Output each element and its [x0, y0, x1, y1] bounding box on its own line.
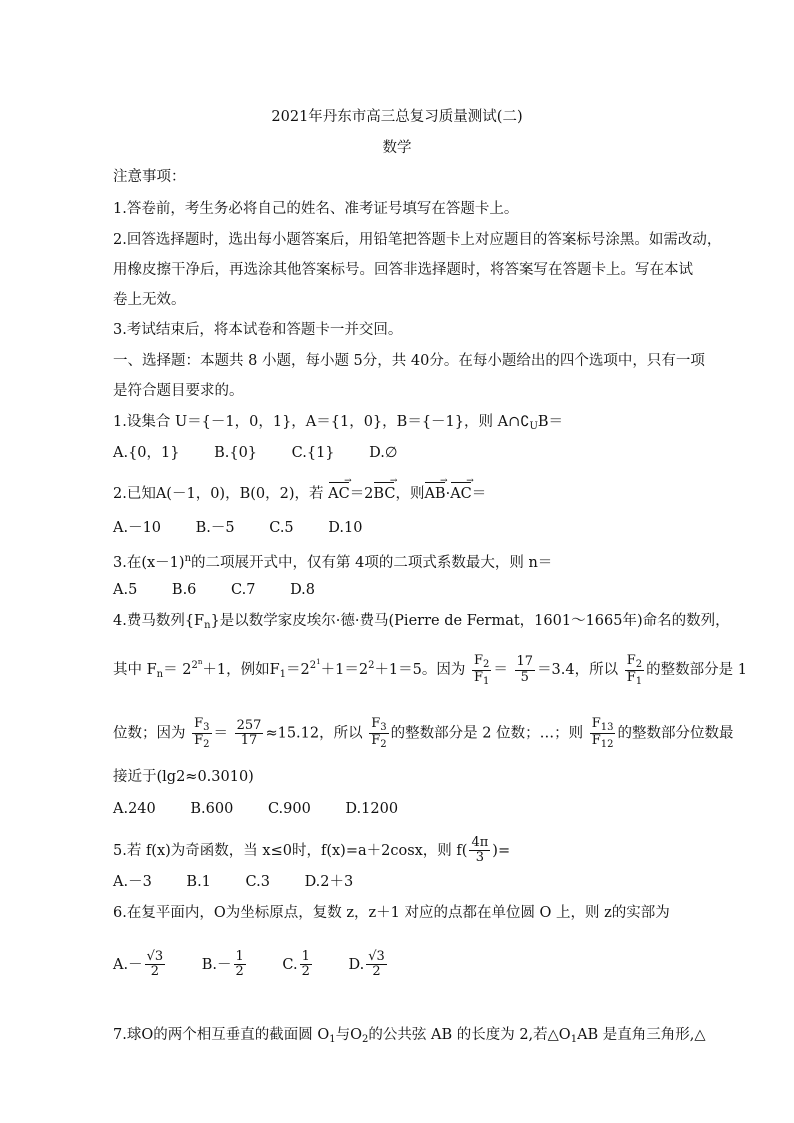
option-d: D.1200	[345, 801, 399, 817]
question-4-line-1: 4.费马数列$\{F_n\}$是以数学家皮埃尔·德·费马(Pierre de Fermat，1601～1665年)命名的数列，	[113, 613, 730, 631]
question-4-line-3: 位数；因为 $\frac{F_3}{F_2}$ ＝ $\frac{257}{17}$ ≈15.12，所以 $\frac{F_3}{F_2}$ 的整数部分是 2 位数；…；则 $\frac{F_{13}}{F_{12}}$ 的整数部分位数最	[113, 716, 734, 750]
exam-subject: 数学	[382, 140, 412, 156]
notice-item-1: 1.答卷前，考生务必将自己的姓名、准考证号填写在答题卡上。	[113, 201, 519, 217]
option-a: A.－10	[113, 520, 162, 536]
notice-item-2-line-3: 卷上无效。	[113, 292, 186, 308]
option-b: B.－5	[195, 520, 235, 536]
option-b: B.{0}	[214, 445, 258, 461]
fraction-f2-f1: $\frac{F_2}{F_1}$	[474, 652, 490, 687]
fraction-f3-f2-b: $\frac{F_3}{F_2}$	[371, 716, 387, 750]
notice-heading: 注意事项：	[113, 169, 186, 185]
option-d: D.2＋3	[304, 874, 354, 890]
question-5-stem: 5.若 f(x)为奇函数，当 x≤0时，f(x)=a＋2cosx，则 f( $\frac{4\pi}{3}$ )=	[113, 835, 511, 866]
option-c: C.5	[269, 520, 294, 536]
option-b: B.600	[190, 801, 234, 817]
option-c: C.7	[231, 582, 256, 598]
fraction-f2-f1-b: $\frac{F_2}{F_1}$	[626, 652, 643, 687]
option-c: C.3	[245, 874, 270, 890]
question-4-line-2: 其中 $F_n= 2^{2^n}+1$，例如$F_1=2^{2^1}+1=2^2+1=5$。因为 $\frac{F_2}{F_1}$ ＝ $\frac{17}{5}$ ＝3.4，所以 $\frac{F_2}{F_1}$ 的整数部分是 1	[113, 652, 747, 687]
option-d: D.∅	[369, 445, 398, 461]
fraction-4pi-3: $\frac{4\pi}{3}$	[471, 835, 489, 866]
question-1-stem: 1.设集合 U＝{－1，0，1}，A＝{1，0}，B＝{－1}，则 $A\cap∁_UB=$	[113, 414, 564, 432]
fraction-257-17: $\frac{257}{17}$	[236, 717, 262, 748]
option-c: C.{1}	[291, 445, 335, 461]
question-3-stem: 3.在$(x-1)^n$的二项展开式中，仅有第 4项的二项式系数最大，则 n＝	[113, 553, 553, 571]
fraction-17-5: $\frac{17}{5}$	[516, 654, 534, 685]
question-5-options	[113, 872, 383, 892]
option-a: A.240	[113, 801, 156, 817]
section-1-line-1: 一、选择题：本题共 8 小题，每小题 5分，共 40分。在每小题给出的四个选项中，只有一项	[113, 353, 705, 369]
option-a: A.－3	[113, 874, 152, 890]
question-6-stem: 6.在复平面内，O为坐标原点，复数 z，z＋1 对应的点都在单位圆 O 上，则 z的实部为	[113, 905, 670, 921]
notice-item-3: 3.考试结束后，将本试卷和答题卡一并交回。	[113, 322, 403, 338]
fraction-f3-f2: $\frac{F_3}{F_2}$	[194, 716, 210, 750]
question-6-options	[113, 950, 419, 980]
option-b: B.6	[171, 582, 197, 598]
option-b: B.－ $\frac{1}{2}$	[201, 949, 244, 980]
question-4-line-4: 接近于(lg2≈0.3010)	[113, 769, 254, 785]
option-a: A.5	[113, 582, 138, 598]
option-a: A.－ $\frac{√3}{2}$	[113, 949, 164, 980]
question-3-options	[113, 580, 345, 600]
option-d: D.10	[328, 520, 363, 536]
notice-item-2-line-2: 用橡皮擦干净后，再选涂其他答案标号。回答非选择题时，将答案写在答题卡上。写在本试	[113, 262, 693, 278]
question-2-stem: 2.已知A(－1，0)，B(0，2)，若 AC →＝2BC →，则AB →·AC →＝	[113, 484, 486, 504]
option-c: C.900	[267, 801, 311, 817]
question-4-options	[113, 799, 428, 819]
question-2-options	[113, 518, 392, 538]
notice-item-2-line-1: 2.回答选择题时，选出每小题答案后，用铅笔把答题卡上对应题目的答案标号涂黑。如需改动，	[113, 232, 722, 248]
option-c: C. $\frac{1}{2}$	[282, 949, 310, 980]
option-d: D. $\frac{√3}{2}$	[348, 949, 385, 980]
question-7-stem: 7.球O的两个相互垂直的截面圆 $O_1$与$O_2$的公共弦 AB 的长度为 2,若$\triangle O_1AB$ 是直角三角形,△	[113, 1027, 706, 1045]
option-d: D.8	[290, 582, 316, 598]
option-b: B.1	[186, 874, 211, 890]
exam-title: 2021年丹东市高三总复习质量测试(二)	[271, 109, 523, 125]
section-1-line-2: 是符合题目要求的。	[113, 383, 244, 399]
option-a: A.{0，1}	[113, 445, 180, 461]
fraction-f13-f12: $\frac{F_{13}}{F_{12}}$	[591, 716, 614, 750]
question-1-options	[113, 443, 428, 463]
